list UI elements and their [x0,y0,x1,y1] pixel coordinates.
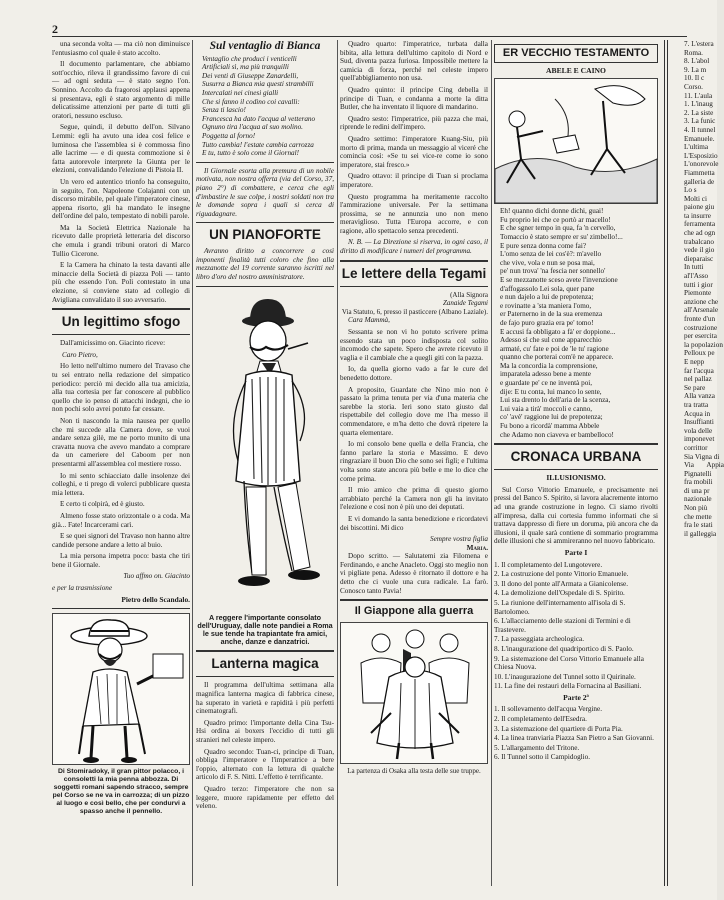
verse-line: Adesso sì che sul cone apparecchio [500,336,602,345]
verse-line: Che si fanno il codino coi cavalli: [202,97,300,106]
lantern-continued [340,40,488,190]
divider [52,334,190,335]
lantern-items [196,719,334,811]
illusion-intro: Sul Corso Vittorio Emanuele, e precisamente nei pressi del Banco S. Spirito, si lavora alacremente intorno ad una grande costruzione in legno. Ci siamo rivolti all'impresa, dalla cui cortesia fummo informati che si trattava dappresso di fiere un doruma, più ancora che da illusioni, il quale sarà contiene di sommario programma delle illusioni che si ammireranno nel nuovo fabbricato. [494,485,658,546]
divider [196,286,334,287]
column-2 [196,40,334,886]
truncated-line: Acqua in [684,409,711,418]
verse-line: Ma la concordia la comprensione, [500,361,598,370]
part-1-title: Parte I [564,547,588,557]
divider [52,608,190,609]
section-title-testamento: ER VECCHIO TESTAMENTO [494,44,658,63]
section-title-legittimo-sfogo: Un legittimo sfogo [61,314,181,330]
verse-line: Eh! quanno dichi donne dichi, guai! [500,207,604,216]
page-number: 2 [52,22,58,36]
verse-line: Fu proprio lei che ce portò ar macello! [500,215,611,224]
verse-line: d'affogassolo Lei sola, quer pane [500,284,595,293]
lantern-item: Quadro quarto: l'imperatrice, turbata dalla bibita, alla lettura dell'ultimo capitolo di Nord e Sud, diventa pazza furiosa. Impossibile mettere la camicia di forza, perché nel celeste impero quell'abbigliamento non usa. [340,40,488,83]
truncated-line: dieparaisc [684,254,714,263]
cartoon-title-giappone: Il Giappone alla guerra [354,605,474,618]
list-item: 5. L'allargamento del Tritone. [494,743,580,752]
column-4 [494,40,658,886]
verse-line: pe' nun trova' 'na fescia ner sonnello' [500,267,606,276]
truncated-line: per esercita [684,332,717,341]
consul-illustration [196,291,334,611]
divider [494,443,658,445]
divider [340,286,488,287]
address-line: Via Statuto, 6, presso il pasticcere (Albano Laziale). [341,307,488,316]
postscript: Dopo scritto. — Salutatemi zia Filomena e Ferdinando, e anche Anacleto. Oggi sto meglio non vi pigliate pena. Adesso è ritornato il dottore e ha detto che ci vuole una cura radicale. La farò. Conosco tanto Pavia! [340,552,488,595]
truncated-line: anzione che [684,297,719,306]
truncated-line: Se pare [684,383,706,392]
list-item: 6. L'allacciamento delle stazioni di Termini e di Trastevere. [494,617,631,634]
truncated-line: ta insurre [684,211,711,220]
truncated-line: Alla vanza [684,392,715,401]
column-divider [491,40,492,886]
truncated-line: Corso. [684,82,703,91]
verse-line: Intercalati nei cinesi gialli [202,88,279,97]
paragraph: La mia persona impetra poco: basta che tiri bene il Giornale. [52,552,190,569]
truncated-line: tutti i gior [684,280,713,289]
truncated-line: L'onorevole [684,160,719,169]
truncated-line: di una pr [684,486,710,495]
paragraph: Ho letto nell'ultimo numero del Travaso che tu sei entrato nella redazione del simpatico periodico: perciò mi decido alla tua amicizia, alla tua cortesia per far conoscere al pubblico quello che io penso di attacchi indegni, che io non pochi solo avrei potuto far cessare. [52,362,190,414]
truncated-line: corrittor [684,443,708,452]
list-item: 9. La sistemazione del Corso Vittorio Emanuele alla Chiesa Nuova. [494,654,644,672]
letter-closing: Tuo affmo on. Giacinto [123,572,190,581]
paragraph: E vi domando la santa benedizione e ricordatevi dei biscottini. Mi dico [340,514,488,532]
address-line: Zanaide Tegami [442,299,488,308]
letter-salutation: Cara Mammà, [348,316,390,325]
verse-line: Lui vaia a tirà' moccoli e canno, [500,404,593,413]
verse-line: Francesca ha dato l'acqua al vetterano [202,114,316,123]
verse-line: er Paternerno in de la sua eremenza [500,310,603,319]
truncated-line: fra mobili [684,478,713,487]
column-5-partial [684,40,724,886]
giornale-notice: Il Giornale esorta alla premura di un nobile motivata, non nostra offerta (via del Corso, 37, piano 2°) di combattere, e cerca che egli d'imbastire le sue colpe, i nostri soldati non tra le domande sopra i quali si cerca di riguadagnare. [196,166,334,218]
part-1-list [494,561,658,691]
truncated-line: al'l'Asso [684,272,709,281]
paragraph: Almeno fosse stato orizzontale o a coda. Ma già... Fate! Incarcerami carì. [52,511,190,529]
lantern-item: Quadro sesto: l'imperatrice, più pazza che mai, riprende le redini dell'impero. [340,114,488,132]
list-item: 1. Il sollevamento dell'acqua Vergine. [494,705,603,714]
truncated-line: nazionale [684,495,712,504]
abel-cain-illustration [495,79,657,203]
verse-line: E accusi fa obbligato a fà' er doppione... [500,327,616,336]
verse-line: Ventaglio che produci i venticelli [202,54,297,63]
truncated-line: fra le stati [684,521,713,530]
truncated-line: L'ultima [684,143,709,152]
truncated-line: costruzione [684,323,718,332]
divider [340,260,488,262]
verse-line: Poggetta al forno! [202,131,256,140]
paragraph: Io, da quella giorno vado a far le cure del benedetto dottore. [340,365,488,382]
section-title-pianoforte: UN PIANOFORTE [209,227,321,243]
list-item: 1. Il completamento del Lungotevere. [494,560,603,569]
truncated-line: galleria de [684,177,715,186]
verse-line: Lui sta drento lo dell'aria de la scenza, [500,396,611,405]
signature: Pietro dello Scandalo. [121,594,190,604]
truncated-line: trabalcano [684,237,714,246]
truncated-line: E nepp [684,357,705,366]
japan-illustration [341,623,487,763]
section-title-tegami: Le lettere della Tegami [341,265,487,281]
column-3 [340,40,488,886]
list-item: 2. La costruzione del ponte Vittorio Emanuele. [494,570,629,579]
divider [196,162,334,163]
verse-line: E tu, tutto è solo come il Giornal! [202,149,300,158]
truncated-line: paione giu [684,203,715,212]
verse-line: e rovinatte a 'sta maniera l'omo, [500,301,592,310]
truncated-line: che ad ogn [684,229,716,238]
truncated-line: Roma. [684,48,703,57]
list-item: 10. L'inaugurazione del Tunnel sotto il Quirinale. [494,672,636,681]
lantern-item: Quadro quinto: il principe Cing debella il principe di Tuan, e condanna a morte la ditta Butler, che ha inventato il liquore di mandarino. [340,85,488,112]
verse-line: co' 'avè' raggione lui de prepotenza; [500,413,603,422]
truncated-line: vola delle [684,426,713,435]
truncated-line: Lo s [684,186,697,195]
nb-note: N. B. — La Direzione si riserva, in ogni caso, il diritto di modificare i numeri del programma. [340,238,488,256]
section-title-cronaca: CRONACA URBANA [510,449,642,465]
truncated-line: Emanuele. [684,134,715,143]
japan-caption: La partenza di Osaka alla testa delle sue truppe. [347,767,481,776]
truncated-line: Via Appia Pignatelli [684,461,724,478]
truncated-line: la popolazion [684,340,723,349]
abel-cain-poem [494,207,658,439]
divider [52,308,190,310]
verse-line: dije: E tu conta, lui manco lo sente, [500,387,602,396]
verse-line: armaté, cu' fate e poi de 'le tu' ragione [500,344,609,353]
paragraph: Segue, quindi, il debutto dell'on. Silvano Lemmi: egli ha avuto una idea così felice e luminosa che l'assemblea si è commossa fino alle lacrime — e di questa commozione si è fatta autorevole interprete la Giunta per le elezioni, convalidando l'elezione di Pistoia II. [52,123,190,175]
paragraph: Io mi sento schiacciato dalle insolenze dei colleghi, e ti prego di volerci pubblicare questa mia lettera. [52,471,190,497]
verse-line: E pure senza donna come fai? [500,241,587,250]
lantern-item: Quadro primo: l'importante della Cina Tsu-Hsi ordina ai boxers l'eccidio di tutti gli stranieri nel celeste impero. [196,718,334,745]
truncated-line: che mette [684,512,712,521]
verse-line: che Adamo non ciaveva er bambelloco! [500,430,614,439]
truncated-line: Fiammetta [684,168,715,177]
divider [196,650,334,652]
letter-sign-name: Maria. [466,543,488,552]
divider [196,676,334,677]
truncated-line: 2. La siste [684,108,714,117]
paragraph: E certo ti colpirà, ed è giusto. [60,500,145,509]
truncated-line: 7. L'estera [684,40,714,48]
list-item: 4. La demolizione dell'Ospedale di S. Spirito. [494,589,625,598]
truncated-line: Molti ci [684,194,707,203]
verse-line: E se mezzanotte sceso avete l'invenzione [500,275,618,284]
paragraph: Io mi consolo bene quella e della Francia, che fanno parlare la storia e Massimo. E devo ringraziare il buon Dio che sono sei figli; e l'ultima volta sono state ancora più belle e me lo dice che come prima. [340,440,488,483]
truncated-line: Piemonte [684,289,712,298]
truncated-line: 8. L'abol [684,57,710,66]
truncated-line: Sia Vigna di [684,452,720,461]
truncated-line: imponevet [684,435,715,444]
verse-line: Susurra a Bianca mia questi strambilli [202,80,314,89]
verse-line: Senza ti lascio! [202,106,246,115]
truncated-line: all'Arsenale [684,306,719,315]
paragraph: E se quei signori del Travaso non hanno altre candide persone andare a letto al buio. [52,532,190,549]
verse-line: e nun dajelo a lui de prepotenza; [500,293,594,302]
paragraph: una seconda volta — ma ciò non diminuisce l'entusiasmo col quale è stato accolto. [52,40,190,57]
list-item: 3. La sistemazione del quartiere di Porta Pia. [494,724,623,733]
part-2-list [494,705,658,762]
cartoon-consul [196,291,334,611]
paragraph: Il mio amico che prima di questo giorno arrabbiato perché la Camera non gli ha invitato l'elezione e così non è più uno dei deputati. [340,486,488,512]
consul-caption: A reggere l'importante consolato dell'Uruguay, dalle note pandiei a Roma le sue tende ha trapiantate fra amici, anche, danze e danzatrici. [197,612,333,647]
letter-address [340,291,488,317]
truncated-line: far l'acqua [684,366,714,375]
truncated-line: In tutti [684,263,704,272]
list-item: 3. Il dono del ponte all'Armata a Gianicolense. [494,579,629,588]
verse-line: Tomaccio è stato sempre er su' zimbello!... [500,232,623,241]
verse-line: L'omo senza de lei cos'è?: m'avello [500,250,602,259]
verse-line: E che sgner tempo in qua, fa 'n cervello, [500,224,616,233]
lantern-item: Quadro settimo: l'imperatore Kuang-Siu, più morto di prima, manda un messaggio al viceré che comincia così: «Se tu sei vice-re come io sono imperatore, stai fresco.» [340,134,488,169]
program-note: Questo programma ha meritamente raccolto l'ammirazione universale. Per la settimana prossima, se ne annunzia uno non meno meraviglioso. Tutta l'Europa accorre, e con ragione, allo spettacolo senza precedenti. [340,192,488,235]
painter-caption: Di Stomiradoky, il gran pittor polacco, i consoletti la mia penna abbozza. Di soggetti romani sapendo stracco, sempre pel Corso se ne va in carrozza; di un pizzo al luogo e così bello, che per condurvi a spasso anche il pennello. [52,768,190,816]
lantern-item: Quadro ottavo: il principe di Tuan si proclama imperatore. [340,172,488,189]
truncated-line: Insuffianti [684,418,714,427]
column-divider [192,40,193,886]
address-line: (Alla Signora [450,290,488,299]
paragraph: Ma la Società Elettrica Nazionale ha ricevuto dalle proprietà letteraria del discorso che emula i grandi tribuni oratori di Marco Tullio Cicerone. [52,223,190,258]
verse-line: Ognuno tira l'acqua al suo molino. [202,123,303,132]
truncated-line: 9. La m [684,65,707,74]
truncated-line: 1. L'inaug [684,100,713,109]
truncated-line: Pelloux pe [684,349,715,358]
intro-article [52,40,190,304]
cartoon-painter [52,613,190,765]
letter-body [52,362,190,569]
truncated-line: 11. L'aula [684,91,713,100]
truncated-line: 3. La funic [684,117,716,126]
paragraph: E la Camera ha chinato la testa davanti alle minaccie della Società di piazza Poli — tanto più che essendo l'on. Poli contestato in una elezione, si conviene stato ad collegio di Avigliana convalidato il suo avversario. [52,261,190,304]
verse-line: imparatela adesso bene a mente [500,370,591,379]
letter-salutation: Caro Pietro, [62,350,98,359]
verse-line: che vive, vola e nun se posa mai, [500,258,595,267]
lantern-intro: Il programma dell'ultima settimana alla magnifica lanterna magica di fabbrica cinese, ha superato in varietà e rapidità i più perfetti cinematografi. [196,681,334,716]
truncated-line: 10. Il c [684,74,705,83]
letter-intro: Dall'amicissimo on. Giacinto riceve: [60,339,166,348]
truncated-line: 4. Il tunnel [684,125,716,134]
column-1 [52,40,190,886]
verse-line: de fajo puro grazia era pe' tomo! [500,318,594,327]
verse-line: Tutto cambia! l'estate cambia carrozza [202,140,314,149]
divider [196,222,334,223]
paragraph: Sessanta se non vi ho potuto scrivere prima essendo stata un poco indisposta col solito incomodo che sapete. Spero che avrete ricevuto il vaglia e il cambiale che a quegli giti con la pazza. [340,328,488,362]
list-item: 11. La fine dei restauri della Fornacina al Basiliani. [494,682,642,691]
truncated-line: ferramenta [684,220,716,229]
divider [340,599,488,601]
list-item: 5. La riunione dell'internamento all'isola di S. Bartolomeo. [494,598,626,616]
cartoon-japan [340,622,488,764]
truncated-line: Non più [684,504,708,513]
part-2-title: Parte 2ª [563,692,589,702]
paragraph: Il documento parlamentare, che abbiamo sott'occhio, rileva il grandissimo favore di cui — ad ogni seduta — è stato segno l'on. Sonnino. Accolto da fragorosi applausi appena si presentava, egli è stato argomento di mille delicatissime attenzioni per parte di tutti gli oratori, nessuno escluso. [52,60,190,120]
truncated-line: nel pallaz [684,375,712,384]
list-item: 6. Il Tunnel sotto il Campidoglio. [494,753,591,762]
lantern-item: Quadro secondo: Tuan-ci, principe di Tuan, obbliga l'imperatore e l'imperatrice a bere l'oppio, alternato con la lettura di qualche articolo di F. S. Nitti. L'effetto è terrificante. [196,747,334,782]
paragraph: Un vero ed autentico trionfo ha conseguito, in seguito, l'on. Napoleone Colajanni con un discorso mirabile, pel quale l'imperatore cinese, appena risorto, gli ha mandato le insegne dell'ordine del palo, tempestato di nobili parole. [52,177,190,221]
poem-verses [196,55,334,158]
list-item: 4. La linea tranviaria Piazza San Pietro a San Giovanni. [494,734,654,743]
illusion-title: ILLUSIONISMO. [546,473,606,483]
letter-ps: e per la trasmissione [52,584,113,593]
verse-line: e guardate pe' ce ne inventà poi, [500,379,593,388]
list-item: 2. Il completamento dell'Esedra. [494,715,587,724]
painter-illustration [53,614,189,764]
divider [494,469,658,470]
page-gutter [664,40,668,886]
column-divider [337,40,338,886]
truncated-lines [684,40,724,538]
list-item: 8. L'inaugurazione del quadriportico di S. Paolo. [494,644,634,653]
paragraph: A proposito, Guardate che Nino mio non è passato la prima tenuta per via d'una materia che sarebbe la storia. Ieri sono stato giusto dal rispettabile del collegio dove me l'ha messo il commendatore, e m'ha detto che dovrà ripetere la quarta elementare. [340,385,488,437]
top-rule [52,36,687,37]
truncated-line: L'Esposizio [684,151,718,160]
poem-title-ventaglio: Sul ventaglio di Bianca [209,40,321,52]
pianoforte-text: Avranno diritto a concorrere a così imponenti finalità tutti coloro che fino alla mezzanotte del 19 corrente saranno iscritti nel libro d'oro del nostro amministratore. [196,247,334,282]
letter-body [340,328,488,532]
verse-line: Artificiali sì, ma più tranquilli [202,63,289,72]
verse-line: Dei venti di Giuseppe Zanardelli, [202,71,299,80]
cartoon-abel-cain [494,78,658,204]
truncated-line: vede il gio [684,246,715,255]
list-item: 7. La passeggiata archeologica. [494,635,585,644]
letter-sign: Sempre vostra figlia [429,535,488,544]
paragraph: Non ti nascondo la mia nausea per quello che mi succede alla Camera dove, se vuoi andare senza gilè, me ne porto munito di una cravatta nuova che avevo mandato a comprare da un cameriere del Caboom per non presentarmi all'assemblea col mestiere rosso. [52,416,190,468]
truncated-line: tra tratta [684,400,709,409]
poem-subtitle: ABELE E CAINO [546,65,606,75]
verse-line: quanno che porterai com'è ne apparece. [500,353,614,362]
verse-line: Fu bono a ricordà' mamma Abbele [500,422,600,431]
section-title-lanterna: Lanterna magica [211,656,319,672]
truncated-line: il galleggia [684,529,717,538]
truncated-line: fronte d'un [684,315,716,323]
lantern-item: Quadro terzo: l'imperatore che non sa leggere, muore rapidamente per effetto del veleno. [196,785,334,811]
